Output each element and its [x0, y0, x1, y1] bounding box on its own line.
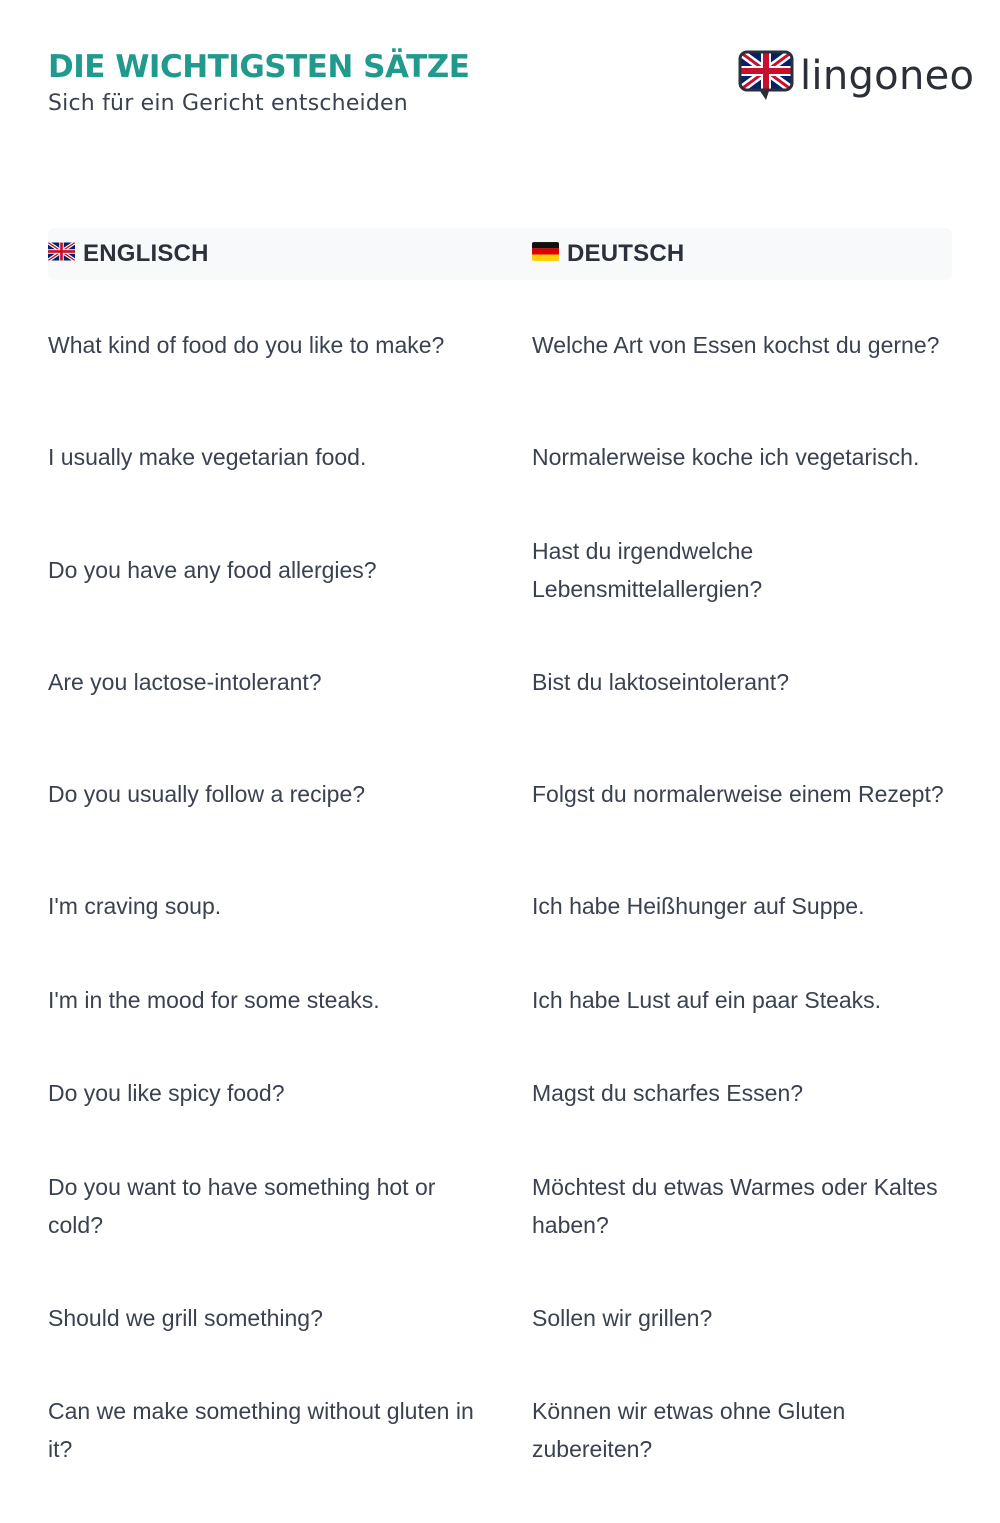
phrase-german: Hast du irgendwelche Lebensmittelallergien?	[532, 538, 763, 602]
lingoneo-logo[interactable]	[738, 50, 974, 102]
phrase-english: Do you like spicy food?	[48, 1080, 285, 1106]
phrase-english: What kind of food do you like to make?	[48, 332, 445, 358]
phrase-german: Normalerweise koche ich vegetarisch.	[532, 444, 920, 470]
phrase-german: Ich habe Lust auf ein paar Steaks.	[532, 987, 882, 1013]
phrase-english: Do you have any food allergies?	[48, 557, 377, 583]
phrase-english: Do you want to have something hot or cold?	[48, 1174, 436, 1238]
page-header	[48, 48, 469, 119]
phrase-german: Folgst du normalerweise einem Rezept?	[532, 781, 944, 807]
phrase-german: Können wir etwas ohne Gluten zubereiten?	[532, 1398, 846, 1462]
phrase-german: Möchtest du etwas Warmes oder Kaltes haben?	[532, 1174, 938, 1238]
page-title: DIE WICHTIGSTEN SÄTZE	[48, 49, 470, 85]
column-header-bar	[48, 228, 952, 280]
phrase-german: Sollen wir grillen?	[532, 1305, 713, 1331]
phrase-german: Ich habe Heißhunger auf Suppe.	[532, 893, 865, 919]
phrase-english: Are you lactose-intolerant?	[48, 669, 322, 695]
uk-flag-icon	[48, 240, 83, 268]
phrase-german: Bist du laktoseintolerant?	[532, 669, 789, 695]
page-subtitle: Sich für ein Gericht entscheiden	[48, 91, 408, 116]
uk-flag-speech-bubble-icon	[738, 50, 794, 102]
germany-flag-icon	[532, 240, 567, 268]
column-header-english	[48, 228, 209, 280]
phrase-german: Magst du scharfes Essen?	[532, 1080, 804, 1106]
phrase-english: Can we make something without gluten in it?	[48, 1398, 474, 1462]
column-label-english: ENGLISCH	[83, 240, 209, 267]
phrase-english: Do you usually follow a recipe?	[48, 781, 366, 807]
phrase-german: Welche Art von Essen kochst du gerne?	[532, 332, 940, 358]
phrase-english: Should we grill something?	[48, 1305, 323, 1331]
column-header-german	[532, 228, 684, 280]
phrase-english: I usually make vegetarian food.	[48, 444, 367, 470]
column-label-german: DEUTSCH	[567, 240, 685, 267]
phrase-english: I'm in the mood for some steaks.	[48, 987, 380, 1013]
phrase-english: I'm craving soup.	[48, 893, 222, 919]
logo-wordmark: lingoneo	[800, 53, 975, 99]
